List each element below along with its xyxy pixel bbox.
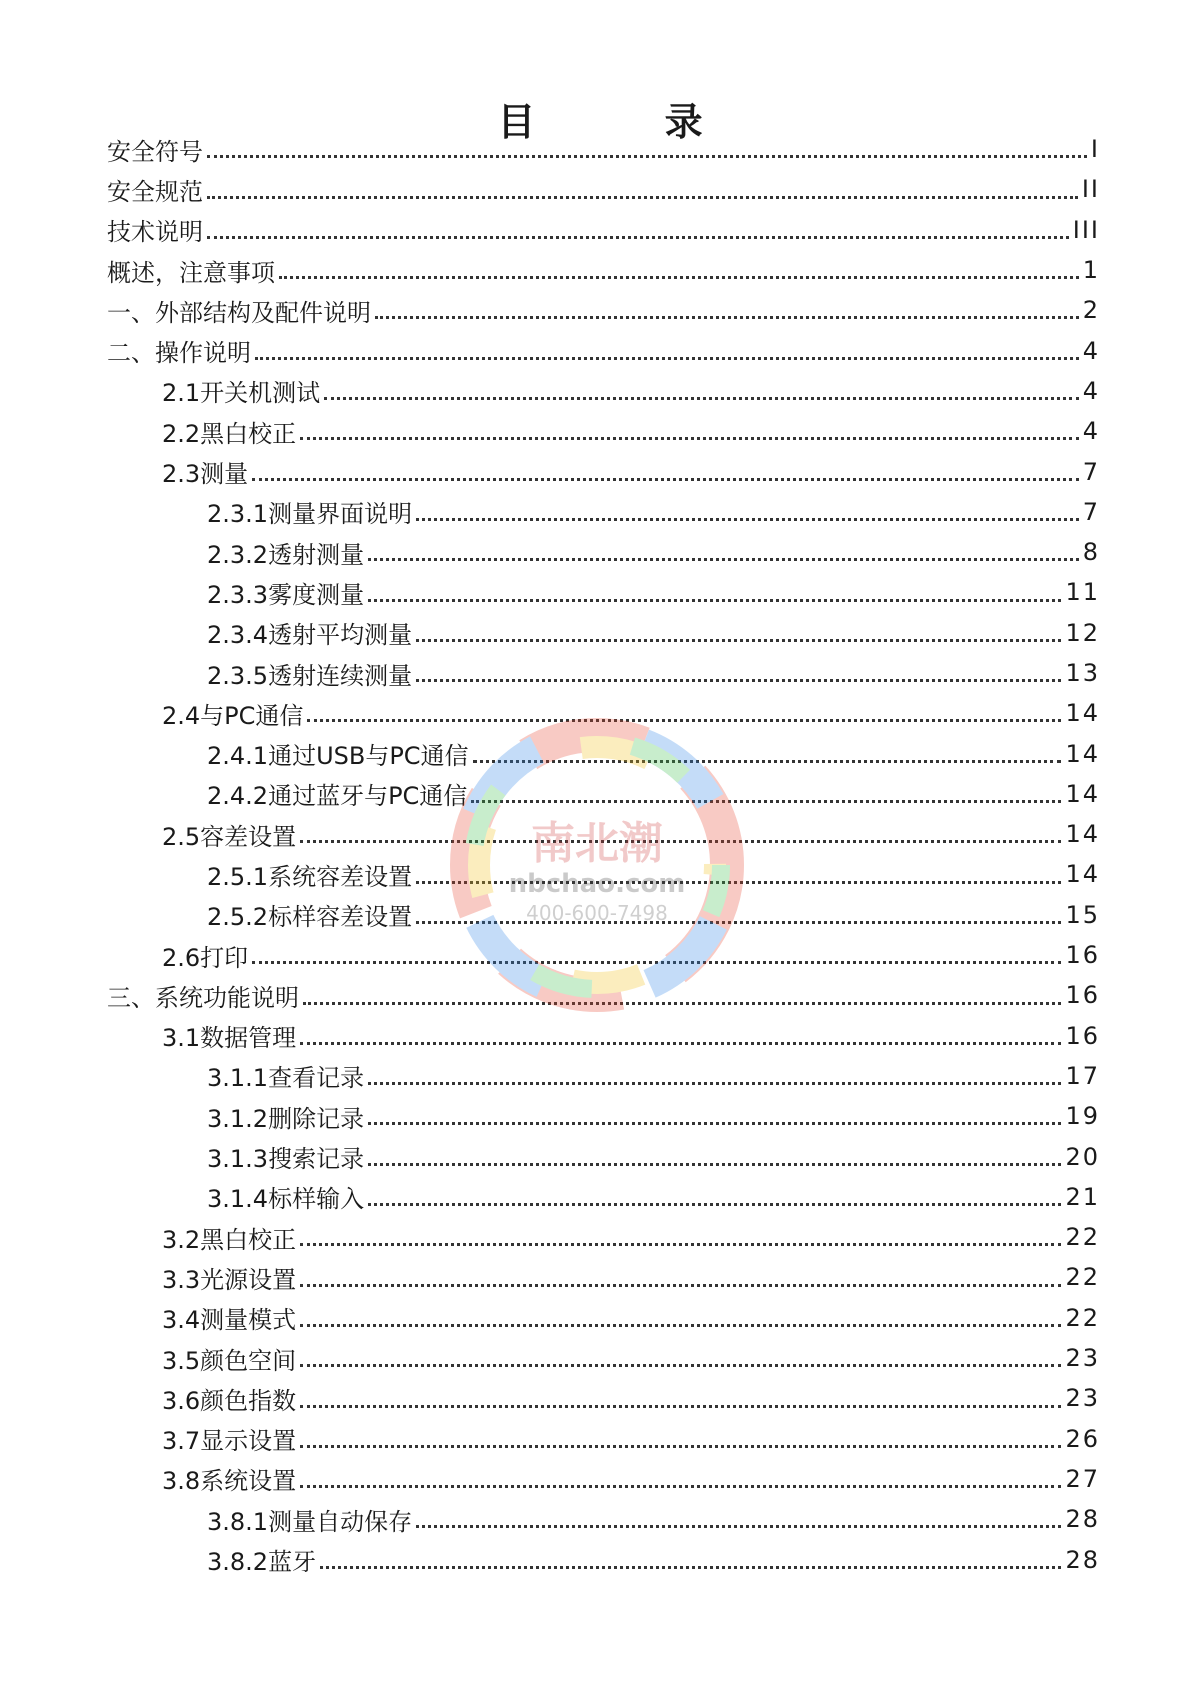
toc-entry-page-number: 28 [1065, 1545, 1100, 1574]
toc-leader-dots [279, 276, 1079, 279]
toc-entry[interactable] [0, 1419, 1200, 1459]
toc-leader-dots [473, 760, 1062, 763]
toc-entry-label: 安全规范 [107, 177, 203, 206]
toc-entry-label: 2.3.5透射连续测量 [207, 661, 413, 690]
toc-entry-page-number: 21 [1065, 1182, 1100, 1211]
toc-entry-page-number: 26 [1065, 1424, 1100, 1453]
page-title: 目 录 [497, 100, 761, 145]
toc-leader-dots [300, 1364, 1061, 1367]
toc-leader-dots [368, 1163, 1061, 1166]
toc-entry-page-number: 14 [1065, 739, 1100, 768]
toc-entry-label: 安全符号 [107, 137, 203, 166]
toc-entry-label: 2.5.2标样容差设置 [207, 903, 413, 932]
toc-entry-label: 三、系统功能说明 [107, 983, 299, 1012]
toc-entry[interactable] [0, 250, 1200, 290]
toc-leader-dots [368, 1082, 1061, 1085]
toc-entry-page-number: 13 [1065, 659, 1100, 687]
table-of-contents [0, 129, 1200, 1580]
toc-entry-page-number: 23 [1065, 1384, 1100, 1413]
toc-leader-dots [300, 1284, 1061, 1287]
toc-entry-label: 3.6颜色指数 [162, 1386, 297, 1415]
toc-leader-dots [416, 1525, 1061, 1528]
toc-entry-label: 3.7显示设置 [162, 1427, 297, 1456]
toc-entry-page-number: 28 [1065, 1505, 1100, 1534]
toc-leader-dots [416, 639, 1061, 642]
toc-entry[interactable] [0, 1257, 1200, 1297]
toc-entry-label: 2.3.1测量界面说明 [207, 500, 413, 529]
toc-leader-dots [207, 236, 1069, 239]
toc-entry[interactable] [0, 411, 1200, 451]
toc-entry[interactable] [0, 492, 1200, 532]
toc-entry[interactable] [0, 975, 1200, 1015]
toc-entry[interactable] [0, 532, 1200, 572]
toc-leader-dots [368, 599, 1061, 602]
toc-entry-label: 3.1.4标样输入 [207, 1185, 365, 1214]
toc-entry[interactable] [0, 1096, 1200, 1136]
toc-leader-dots [300, 1042, 1061, 1045]
toc-leader-dots [416, 518, 1079, 521]
toc-entry-page-number: I [1090, 135, 1100, 164]
toc-entry-page-number: 16 [1065, 1021, 1100, 1050]
toc-entry[interactable] [0, 935, 1200, 975]
toc-entry[interactable] [0, 1378, 1200, 1418]
toc-entry-label: 3.8系统设置 [162, 1467, 297, 1496]
toc-entry[interactable] [0, 693, 1200, 733]
toc-entry-label: 2.4.1通过USB与PC通信 [207, 742, 469, 771]
toc-entry-label: 3.1.3搜索记录 [207, 1145, 365, 1174]
toc-entry-page-number: 12 [1065, 618, 1100, 647]
toc-leader-dots [416, 881, 1061, 884]
toc-entry[interactable] [0, 613, 1200, 653]
toc-entry-label: 3.8.1测量自动保存 [207, 1507, 413, 1536]
toc-entry-label: 2.3测量 [162, 460, 249, 489]
toc-entry[interactable] [0, 1136, 1200, 1176]
toc-entry-page-number: 20 [1065, 1142, 1100, 1171]
toc-entry-page-number: 11 [1065, 578, 1100, 607]
toc-entry-label: 3.5颜色空间 [162, 1346, 297, 1375]
toc-leader-dots [300, 840, 1061, 843]
toc-entry[interactable] [0, 129, 1200, 169]
toc-leader-dots [300, 1324, 1061, 1327]
toc-entry[interactable] [0, 814, 1200, 854]
toc-leader-dots [368, 558, 1079, 561]
toc-entry[interactable] [0, 1539, 1200, 1579]
toc-leader-dots [324, 397, 1079, 400]
toc-entry-label: 二、操作说明 [107, 339, 251, 368]
toc-entry-page-number: 17 [1065, 1061, 1100, 1090]
toc-leader-dots [207, 155, 1087, 158]
toc-entry-label: 3.8.2蓝牙 [207, 1548, 317, 1577]
toc-entry-page-number: 14 [1065, 860, 1100, 889]
toc-leader-dots [307, 719, 1061, 722]
toc-leader-dots [375, 316, 1079, 319]
toc-leader-dots [368, 1203, 1061, 1206]
toc-entry-label: 概述，注意事项 [107, 258, 275, 287]
toc-leader-dots [300, 1405, 1061, 1408]
toc-leader-dots [471, 800, 1061, 803]
toc-entry-label: 2.6打印 [162, 943, 249, 972]
toc-entry[interactable] [0, 1459, 1200, 1499]
toc-entry-page-number: 7 [1082, 457, 1100, 486]
toc-entry-label: 3.1数据管理 [162, 1024, 297, 1053]
toc-entry-label: 3.1.1查看记录 [207, 1064, 365, 1093]
toc-entry-label: 3.2黑白校正 [162, 1225, 297, 1254]
toc-entry-label: 2.1开关机测试 [162, 379, 321, 408]
toc-leader-dots [300, 1243, 1061, 1246]
toc-entry-label: 3.1.2删除记录 [207, 1104, 365, 1133]
toc-entry-label: 3.4测量模式 [162, 1306, 297, 1335]
toc-leader-dots [320, 1566, 1061, 1569]
toc-entry-label: 2.3.4透射平均测量 [207, 621, 413, 650]
toc-leader-dots [252, 478, 1079, 481]
toc-entry-page-number: 23 [1065, 1344, 1100, 1373]
toc-entry-page-number: 1 [1082, 256, 1100, 285]
toc-entry[interactable] [0, 1056, 1200, 1096]
toc-entry[interactable] [0, 1177, 1200, 1217]
toc-leader-dots [252, 961, 1061, 964]
toc-entry[interactable] [0, 653, 1200, 693]
toc-leader-dots [416, 921, 1061, 924]
toc-entry[interactable] [0, 451, 1200, 491]
toc-entry[interactable] [0, 371, 1200, 411]
toc-entry-page-number: III [1072, 215, 1100, 244]
toc-entry-page-number: 2 [1082, 296, 1100, 325]
toc-entry-page-number: 14 [1065, 779, 1100, 808]
toc-entry-page-number: 14 [1065, 699, 1100, 728]
toc-leader-dots [300, 437, 1079, 440]
toc-entry-label: 2.5.1系统容差设置 [207, 862, 413, 891]
toc-entry[interactable] [0, 774, 1200, 814]
toc-entry-page-number: 22 [1065, 1263, 1100, 1292]
toc-entry-label: 3.3光源设置 [162, 1265, 297, 1294]
toc-leader-dots [255, 357, 1079, 360]
toc-entry-page-number: 14 [1065, 820, 1100, 849]
toc-entry-label: 2.3.3雾度测量 [207, 580, 365, 609]
toc-entry-page-number: 19 [1065, 1102, 1100, 1131]
toc-entry[interactable] [0, 1298, 1200, 1338]
toc-leader-dots [416, 679, 1061, 682]
toc-entry[interactable] [0, 1338, 1200, 1378]
toc-entry-label: 一、外部结构及配件说明 [107, 298, 371, 327]
toc-entry-page-number: 27 [1065, 1464, 1100, 1493]
toc-entry-page-number: 16 [1065, 941, 1100, 970]
toc-leader-dots [300, 1485, 1061, 1488]
toc-entry-page-number: 7 [1082, 497, 1100, 526]
toc-entry-page-number: 22 [1065, 1303, 1100, 1332]
toc-entry[interactable] [0, 572, 1200, 612]
toc-leader-dots [303, 1002, 1061, 1005]
toc-entry-page-number: 4 [1082, 336, 1100, 365]
toc-entry-label: 2.5容差设置 [162, 822, 297, 851]
toc-entry-page-number: 16 [1065, 981, 1100, 1010]
toc-leader-dots [300, 1445, 1061, 1448]
toc-entry[interactable] [0, 854, 1200, 894]
toc-entry-page-number: 4 [1082, 417, 1100, 446]
toc-entry-label: 技术说明 [107, 218, 203, 247]
toc-entry-page-number: 4 [1082, 376, 1100, 405]
watermark-phone: 400-600-7498 [526, 901, 668, 925]
toc-entry-page-number: II [1081, 175, 1100, 204]
toc-entry-page-number: 15 [1065, 900, 1100, 929]
toc-entry-label: 2.2黑白校正 [162, 419, 297, 448]
toc-leader-dots [368, 1122, 1061, 1125]
toc-entry-label: 2.4.2通过蓝牙与PC通信 [207, 782, 468, 811]
toc-entry[interactable] [0, 1016, 1200, 1056]
toc-entry[interactable] [0, 210, 1200, 250]
toc-entry[interactable] [0, 733, 1200, 773]
toc-entry[interactable] [0, 330, 1200, 370]
watermark-brand: 南北潮 [531, 818, 663, 869]
watermark-domain: nbchao.com [508, 869, 686, 899]
toc-entry[interactable] [0, 1217, 1200, 1257]
toc-entry-page-number: 8 [1082, 538, 1100, 567]
toc-leader-dots [207, 196, 1078, 199]
toc-entry-label: 2.4与PC通信 [162, 701, 304, 730]
toc-entry[interactable] [0, 169, 1200, 209]
toc-entry[interactable] [0, 1499, 1200, 1539]
toc-entry[interactable] [0, 290, 1200, 330]
toc-entry[interactable] [0, 895, 1200, 935]
toc-entry-page-number: 22 [1065, 1223, 1100, 1252]
toc-entry-label: 2.3.2透射测量 [207, 540, 365, 569]
